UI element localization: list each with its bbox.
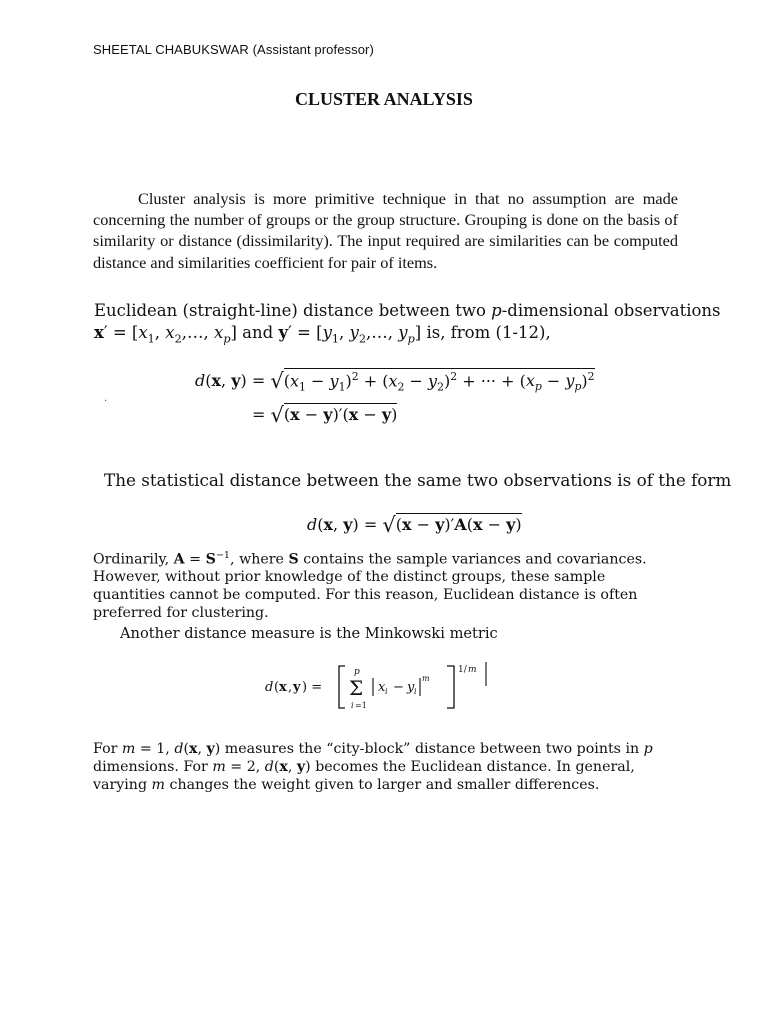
svg-text:−: − [393, 680, 404, 695]
svg-text:y: y [407, 680, 415, 695]
svg-text:,: , [288, 680, 293, 695]
statistical-distance-line: The statistical distance between the same two observations is of the form [104, 470, 732, 490]
euclidean-intro-line-2: $x' = [x_1$, $x_2,\dots$, $x_p$] and $y' = [y_1$, $y_2,\dots$, $y_p$] is, from (1-12), [94, 323, 551, 346]
svg-text:) =: ) = [302, 680, 323, 695]
svg-text:i: i [414, 687, 417, 696]
stray-mark: · [104, 396, 108, 407]
svg-text:m: m [422, 674, 430, 683]
svg-text:=1: =1 [355, 701, 367, 710]
author-header: SHEETAL CHABUKSWAR (Assistant professor) [93, 42, 374, 57]
svg-text:(: ( [274, 680, 280, 695]
intro-text: Cluster analysis is more primitive technique in that no assumption are made concerning the number of groups or the group structure. Grouping is done on the basis of similarity or distance (dissimilarity). The input required are similarities can be computed distance and similarities coefficient for pair of items. [93, 189, 678, 272]
svg-text:i: i [351, 701, 354, 710]
svg-text:m: m [468, 665, 477, 675]
statistical-distance-formula: d(x, y) = √ (x − y)′A(x − y) [307, 513, 522, 537]
svg-text:1/: 1/ [458, 665, 467, 675]
svg-text:i: i [385, 687, 388, 696]
svg-text:Σ: Σ [349, 676, 364, 700]
minkowski-explanation-paragraph: For m = 1, d(x, y) measures the “city-block” distance between two points in p dimensions. For m = 2, d(x, y) becomes the Euclidean distance. In general, varying m changes the weight given to larger and smaller differences. [93, 741, 653, 793]
ordinarily-paragraph: Ordinarily, $A = S^{-1}$, where S contains the sample variances and covariances. However, without prior knowledge of the distinct groups, these sample quantities cannot be computed. For this reason, Euclidean distance is often preferred for clustering. [93, 550, 647, 621]
minkowski-intro: Another distance measure is the Minkowski metric [120, 625, 498, 642]
svg-text:p: p [354, 667, 360, 677]
page-title: CLUSTER ANALYSIS [295, 89, 473, 109]
euclidean-intro-line-1: Euclidean (straight-line) distance between two p-dimensional observations [94, 301, 721, 320]
svg-text:d: d [265, 680, 274, 695]
minkowski-formula [265, 660, 505, 718]
svg-text:x: x [279, 680, 287, 695]
svg-text:x: x [378, 680, 386, 695]
intro-paragraph [93, 188, 678, 273]
euclidean-distance-formula: d(x, y) = √ $(x_1 - y_1)^2 + (x_2 - y_2)^2$ + ··· + $(x_p - y_p)^2$ [195, 369, 595, 394]
svg-text:y: y [293, 680, 301, 695]
euclidean-matrix-formula: = √ (x − y)′(x − y) [252, 403, 398, 427]
